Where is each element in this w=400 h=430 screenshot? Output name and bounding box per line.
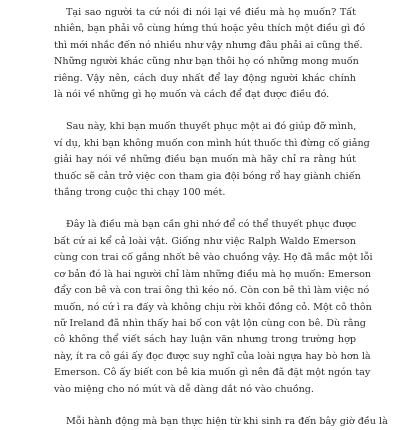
text-line: nhiên, bạn phải vô cùng hứng thú hoặc yêu thích một điều gì đó [54, 23, 366, 35]
text-line: cô không thể viết sách hay luận văn nhưng trong trường hợp [54, 334, 356, 346]
paragraph [54, 0, 366, 103]
text-line: Những người khác cũng như bạn thôi họ có những mong muốn [54, 56, 359, 68]
text-line: thuốc sẽ cản trở việc con tham gia đội bóng rổ hay giành chiến [54, 170, 361, 182]
text-line: vào miệng cho nó mút và dễ dàng dắt nó vào chuồng. [54, 383, 314, 395]
text-line: Tại sao người ta cứ nói đi nói lại về điều mà họ muốn? Tất [66, 7, 356, 18]
text-line: nữ Ireland đã nhìn thấy hai bố con vật lộn cùng con bê. Dù rằng [54, 317, 366, 329]
text-line: riêng. Vậy nên, cách duy nhất để lay động người khác chính [54, 72, 356, 84]
body-text [54, 0, 388, 430]
text-line: cùng con trai cố gắng nhốt bê vào chuồng vậy. Họ đã mắc một lỗi [54, 252, 373, 264]
paragraph [54, 414, 388, 430]
text-line: thì mới nhắc đến nó nhiều như vậy nhưng đâu phải ai cũng thế. [54, 39, 363, 51]
text-line: là nói về những gì họ muốn và cách để đạt được điều đó. [54, 89, 330, 101]
text-line: muốn, nó cứ ì ra đấy và không chịu rời khỏi đồng cỏ. Một cô thôn [54, 301, 372, 313]
text-line: thắng trong cuộc thi chạy 100 mét. [54, 187, 226, 199]
text-line: bất cứ ai kể cả loài vật. Giống như việc Ralph Waldo Emerson [54, 235, 356, 247]
text-line: giải hay nói về những điều bạn muốn mà hãy chỉ ra rằng hút [54, 154, 356, 166]
text-line: này, ít ra cô gái ấy đọc được suy nghĩ của loài ngựa hay bò hơn là [54, 350, 371, 362]
text-line: Sau này, khi bạn muốn thuyết phục một ai đó giúp đỡ mình, [66, 121, 357, 133]
text-line: ví dụ, khi bạn không muốn con mình hút thuốc thì đừng cố giảng [54, 137, 370, 149]
paragraph [54, 217, 373, 397]
text-line: đẩy con bê và con trai ông thì kéo nó. Còn con bê thì làm việc nó [54, 285, 370, 297]
text-line: Emerson. Cô ấy biết con bê kia muốn gì nên đã đặt một ngón tay [54, 367, 371, 379]
paragraph [54, 119, 370, 201]
text-line: cơ bản đó là hai người chỉ làm những điều mà họ muốn: Emerson [54, 268, 372, 280]
text-line: Đây là điều mà bạn cần ghi nhớ để có thể thuyết phục được [66, 219, 357, 231]
text-line: Mỗi hành động mà bạn thực hiện từ khi sinh ra đến bây giờ đều là [66, 415, 388, 427]
